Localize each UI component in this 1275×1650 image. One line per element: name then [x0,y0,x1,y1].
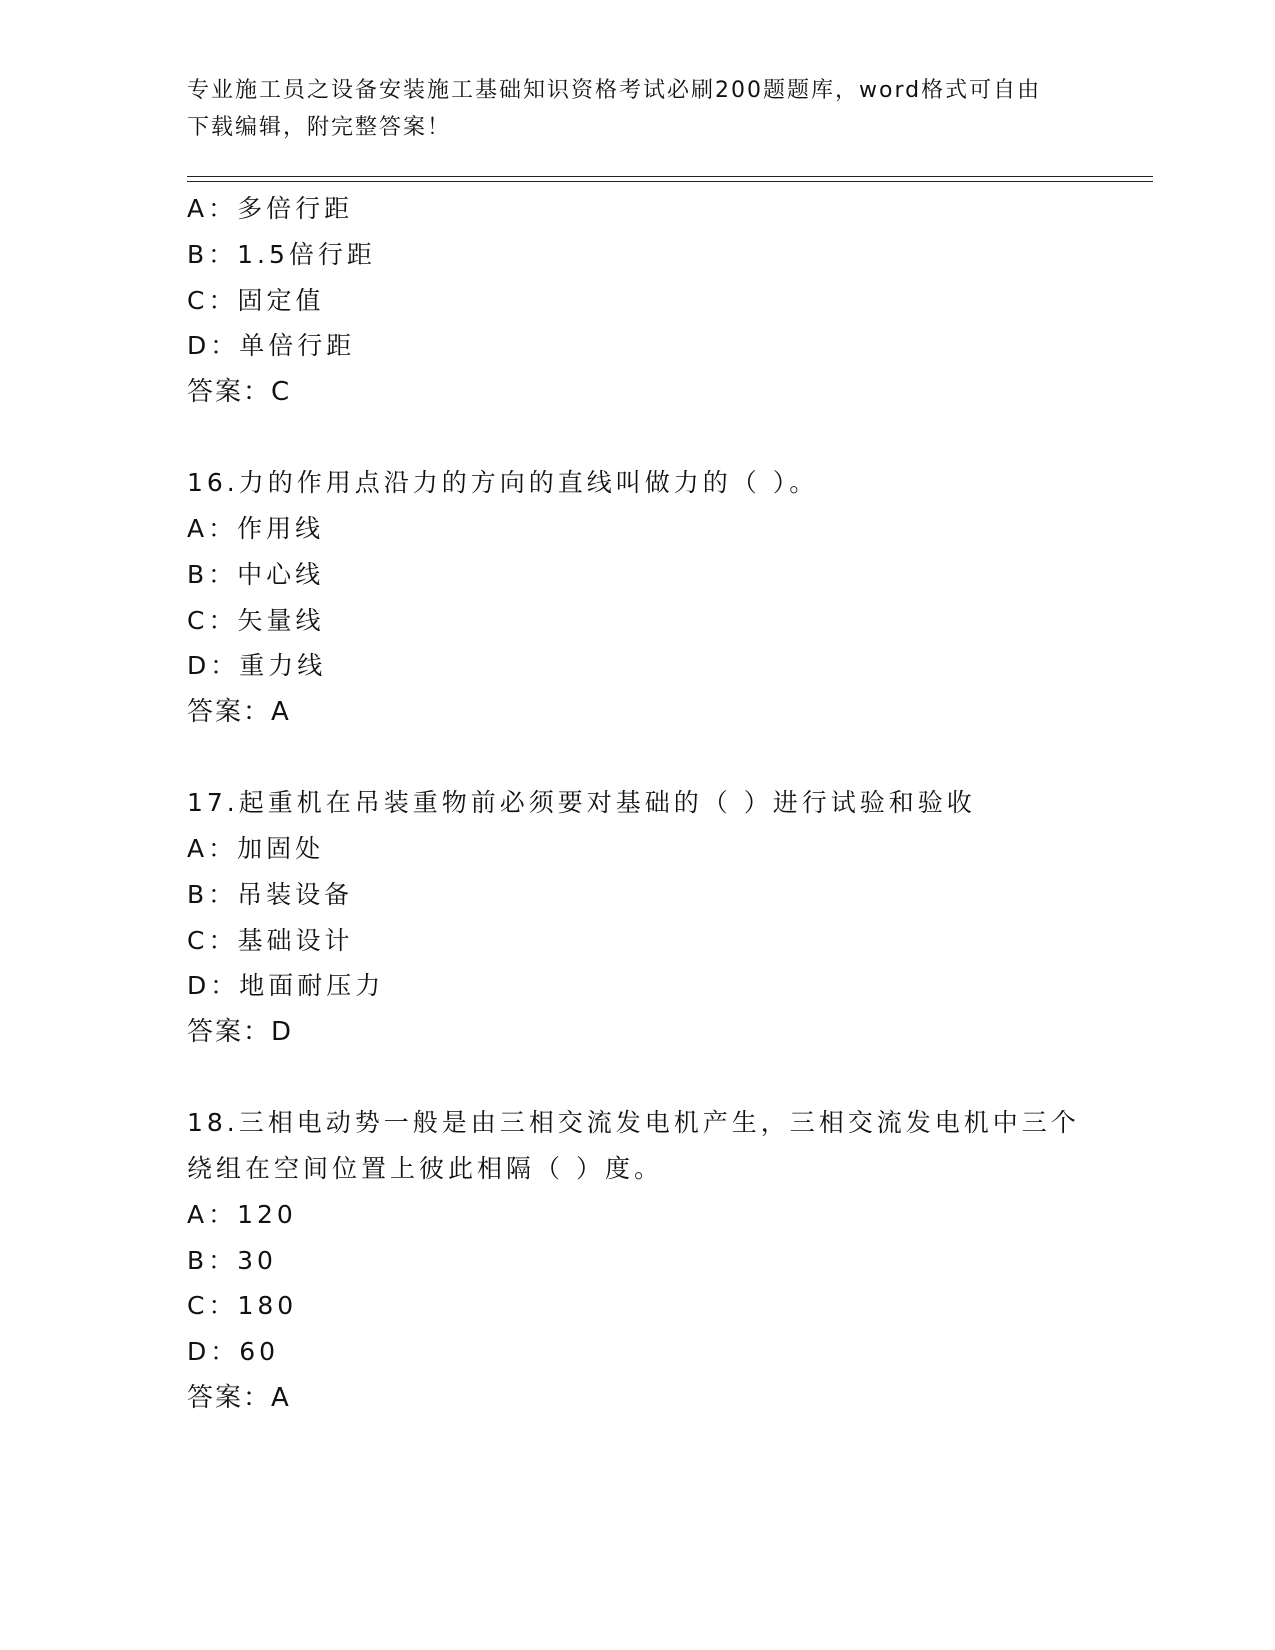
answer-line: 答案：A [187,697,291,728]
option-b: B：1.5倍行距 [187,239,376,269]
question-17 [187,780,1087,1055]
answer-value: A [271,697,291,728]
question-stem-line-1: 18.三相电动势一般是由三相交流发电机产生，三相交流发电机中三个 [187,1108,1080,1138]
question-16 [187,460,1087,735]
option-c: C：固定值 [187,285,325,315]
answer-value: D [271,1017,294,1048]
option-a: A：120 [187,1199,297,1229]
question-stem-line-2: 绕组在空间位置上彼此相隔（ ）度。 [187,1153,663,1183]
header-line-1: 专业施工员之设备安装施工基础知识资格考试必刷200题题库，word格式可自由 [187,78,1042,103]
header-line-2: 下载编辑，附完整答案！ [187,115,452,140]
question-18 [187,1100,1087,1421]
header-divider-bottom [187,181,1153,182]
option-b: B：30 [187,1245,277,1275]
option-b: B：吊装设备 [187,879,354,909]
option-d: D：地面耐压力 [187,971,385,1001]
option-a: A：作用线 [187,513,325,543]
option-d: D：重力线 [187,651,327,681]
answer-line: 答案：C [187,377,292,408]
option-a: A：加固处 [187,833,325,863]
question-stem: 17.起重机在吊装重物前必须要对基础的（ ）进行试验和验收 [187,788,976,818]
option-c: C：基础设计 [187,925,354,955]
answer-line: 答案：A [187,1382,291,1413]
option-a: A：多倍行距 [187,194,354,223]
question-list [187,186,1087,1421]
document-header [187,72,1067,146]
option-c: C：180 [187,1291,298,1321]
option-c: C：矢量线 [187,605,325,635]
question-stem: 16.力的作用点沿力的方向的直线叫做力的（ ）。 [187,468,819,498]
question-15 [187,186,1087,415]
option-b: B：中心线 [187,559,325,589]
answer-value: A [271,1382,291,1413]
answer-value: C [271,377,292,408]
answer-line: 答案：D [187,1017,294,1048]
header-divider-top [187,176,1153,177]
option-d: D：60 [187,1337,280,1367]
option-d: D：单倍行距 [187,331,356,361]
